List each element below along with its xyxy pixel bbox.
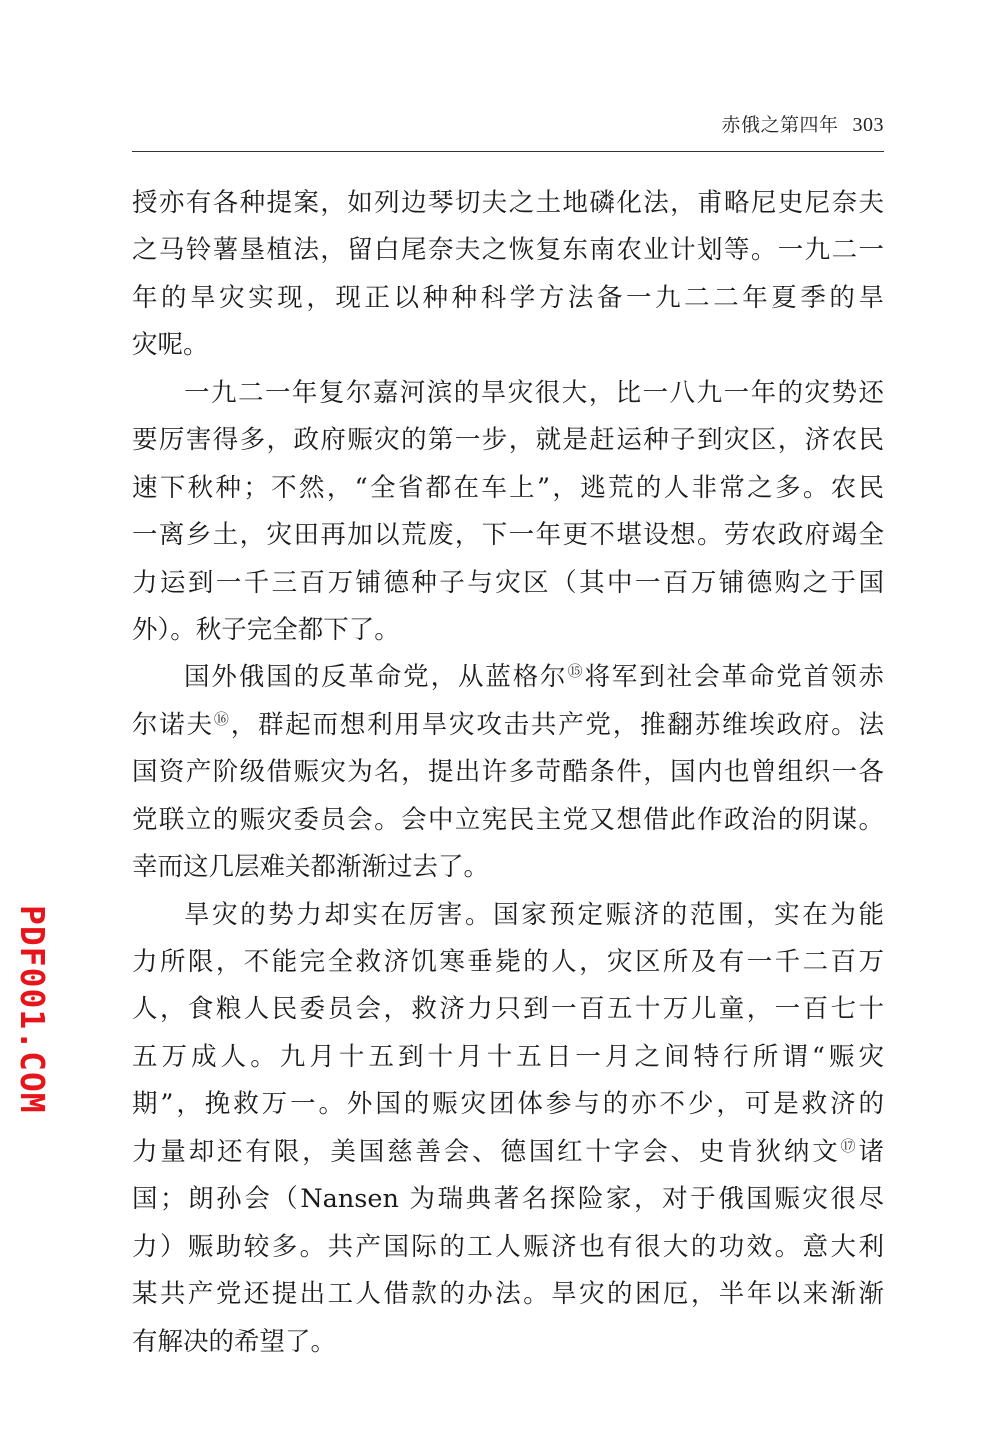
text-line: 国；朗孙会（Nansen 为瑞典著名探险家，对于俄国赈灾很尽 <box>132 1184 884 1215</box>
text-line: 灾呢。 <box>132 330 209 361</box>
text-line: 党联立的赈灾委员会。会中立宪民主党又想借此作政治的阴谋。 <box>132 804 884 835</box>
page-number: 303 <box>852 114 884 136</box>
footnote-mark: ⑯ <box>213 709 231 728</box>
text-segment: 尔诺夫 <box>132 709 214 740</box>
header-rule <box>132 151 884 152</box>
text-line <box>132 657 884 704</box>
running-header <box>721 110 884 137</box>
footnote-mark: ⑰ <box>840 1136 859 1155</box>
text-line: 国资产阶级借赈灾为名，提出许多苛酷条件，国内也曾组织一各 <box>132 757 884 788</box>
text-line: 年的旱灾实现，现正以种种科学方法备一九二二年夏季的旱 <box>132 282 884 313</box>
text-segment: ，群起而想利用旱灾攻击共产党，推翻苏维埃政府。法 <box>230 709 884 740</box>
text-segment: 诸 <box>858 1136 884 1167</box>
footnote-mark: ⑮ <box>567 662 585 681</box>
text-line: 有解决的希望了。 <box>132 1326 337 1357</box>
text-line <box>132 1132 884 1179</box>
text-line: 期”，挽救万一。外国的赈灾团体参与的亦不少，可是救济的 <box>132 1089 884 1120</box>
text-line: 五万成人。九月十五到十月十五日一月之间特行所谓“赈灾 <box>132 1041 884 1072</box>
text-line: 幸而这几层难关都渐渐过去了。 <box>132 852 490 883</box>
body-text <box>132 183 884 1369</box>
text-line: 要厉害得多，政府赈灾的第一步，就是赶运种子到灾区，济农民 <box>132 425 884 456</box>
text-line: 速下秋种；不然，“全省都在车上”，逃荒的人非常之多。农民 <box>132 472 884 503</box>
text-line: 外）。秋子完全都下了。 <box>132 614 400 645</box>
text-segment: 国外俄国的反革命党，从蓝格尔 <box>184 662 568 693</box>
text-line: 之马铃薯垦植法，留白尾奈夫之恢复东南农业计划等。一九二一 <box>132 235 884 266</box>
watermark-logo: PDF001.COM <box>13 905 52 1114</box>
text-line: 力运到一千三百万铺德种子与灾区（其中一百万铺德购之于国 <box>132 567 884 598</box>
text-segment: 力量却还有限，美国慈善会、德国红十字会、史肯狄纳文 <box>132 1136 841 1167</box>
text-line <box>132 705 884 752</box>
text-segment: 将军到社会革命党首领赤 <box>584 662 884 693</box>
text-line: 一离乡土，灾田再加以荒废，下一年更不堪设想。劳农政府竭全 <box>132 520 884 551</box>
text-line: 授亦有各种提案，如列边琴切夫之土地磷化法，甫略尼史尼奈夫 <box>132 188 884 218</box>
text-line: 某共产党还提出工人借款的办法。旱灾的困厄，半年以来渐渐 <box>132 1279 884 1310</box>
text-line: 力）赈助较多。共产国际的工人赈济也有很大的功效。意大利 <box>132 1231 884 1262</box>
text-line: 力所限，不能完全救济饥寒垂毙的人，灾区所及有一千二百万 <box>132 947 884 977</box>
chapter-title: 赤俄之第四年 <box>721 114 839 136</box>
text-line: 一九二一年复尔嘉河滨的旱灾很大，比一八九一年的灾势还 <box>184 377 884 408</box>
text-line: 人，食粮人民委员会，救济力只到一百五十万儿童，一百七十 <box>132 994 884 1025</box>
text-line: 旱灾的势力却实在厉害。国家预定赈济的范围，实在为能 <box>184 899 884 930</box>
